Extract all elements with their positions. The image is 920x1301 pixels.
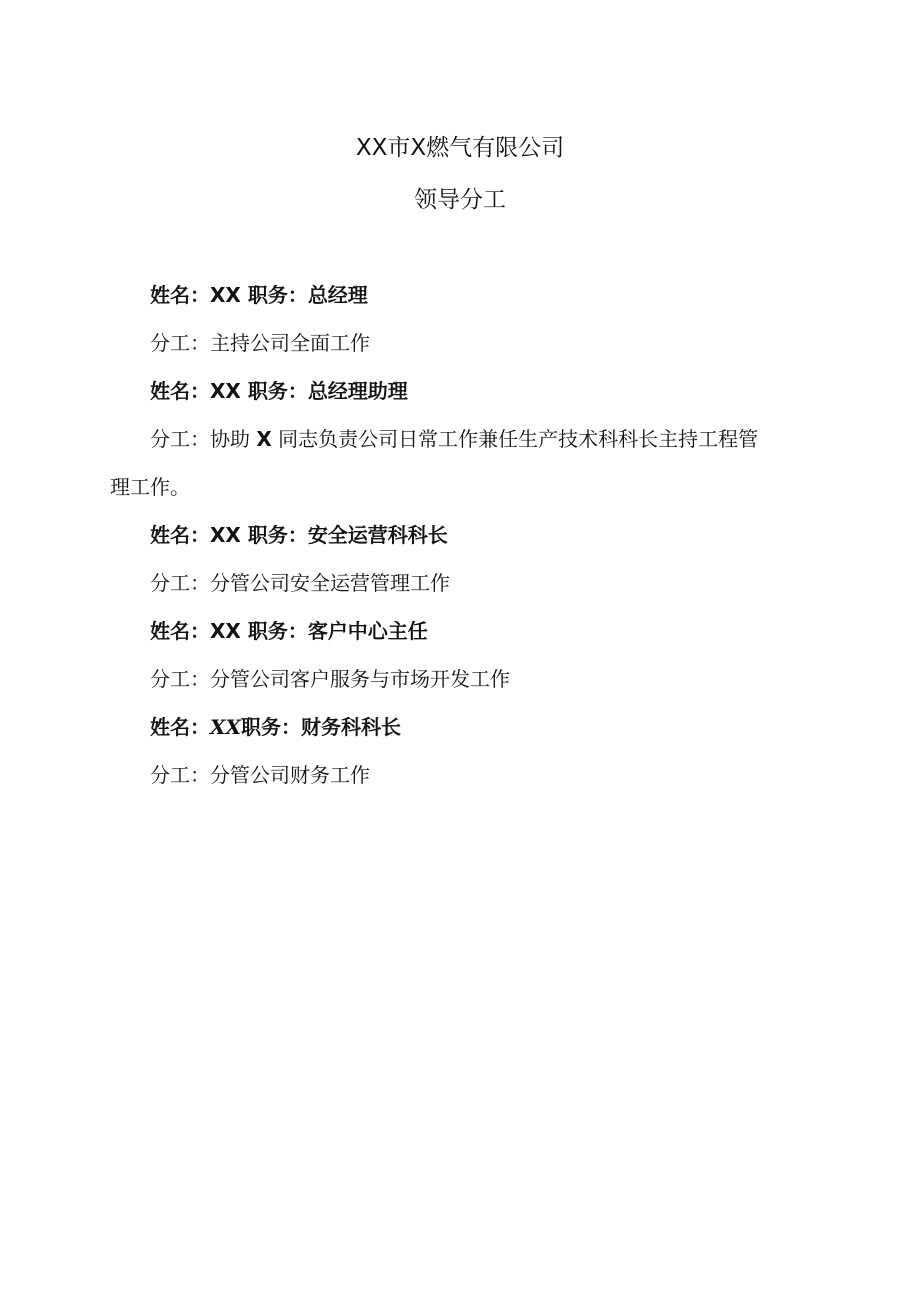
duty-label: 分工： [150, 427, 210, 451]
position-label: 职务： [247, 523, 308, 547]
name-label: 姓名： [150, 523, 210, 547]
position-label: 职务： [247, 379, 308, 403]
position-label: 职务： [241, 715, 302, 739]
entry-5-duty-line [150, 759, 370, 788]
entry-1-duty-line [150, 327, 370, 356]
duty-text-x: X [256, 427, 272, 451]
duty-text: 分管公司客户服务与市场开发工作 [210, 667, 510, 691]
position-title: 客户中心主任 [307, 619, 428, 643]
name-label: 姓名： [150, 715, 210, 739]
entry-4-duty-line [150, 663, 510, 692]
entry-2-duty-line-2: 理工作。 [110, 475, 190, 499]
position-title: 安全运营科科长 [307, 523, 448, 547]
entry-3-name-line [150, 519, 448, 548]
duty-label: 分工： [150, 667, 210, 691]
duty-label: 分工： [150, 331, 210, 355]
duty-label: 分工： [150, 763, 210, 787]
name-label: 姓名： [150, 283, 210, 307]
person-name: XX [210, 379, 241, 403]
person-name: XX [210, 283, 241, 307]
entry-2-duty-line [150, 423, 758, 452]
position-label: 职务： [247, 283, 308, 307]
name-label: 姓名： [150, 619, 210, 643]
person-name: XX [210, 715, 242, 739]
position-title: 总经理 [307, 283, 368, 307]
entry-5-name-line [150, 711, 401, 740]
duty-text: 分管公司财务工作 [210, 763, 370, 787]
duty-text-start: 协助 [210, 427, 250, 451]
name-label: 姓名： [150, 379, 210, 403]
entry-3-duty-line [150, 567, 450, 596]
position-label: 职务： [247, 619, 308, 643]
document-subtitle: 领导分工 [414, 187, 506, 213]
document-title: XX市X燃气有限公司 [355, 135, 565, 161]
duty-text: 主持公司全面工作 [210, 331, 370, 355]
entry-2-name-line [150, 375, 408, 404]
person-name: XX [210, 523, 241, 547]
entry-1-name-line [150, 279, 368, 308]
duty-label: 分工： [150, 571, 210, 595]
duty-text: 分管公司安全运营管理工作 [210, 571, 450, 595]
position-title: 财务科科长 [301, 715, 402, 739]
duty-text-line1: 同志负责公司日常工作兼任生产技术科科长主持工程管 [278, 427, 759, 451]
position-title: 总经理助理 [307, 379, 408, 403]
person-name: XX [210, 619, 241, 643]
entry-4-name-line [150, 615, 428, 644]
